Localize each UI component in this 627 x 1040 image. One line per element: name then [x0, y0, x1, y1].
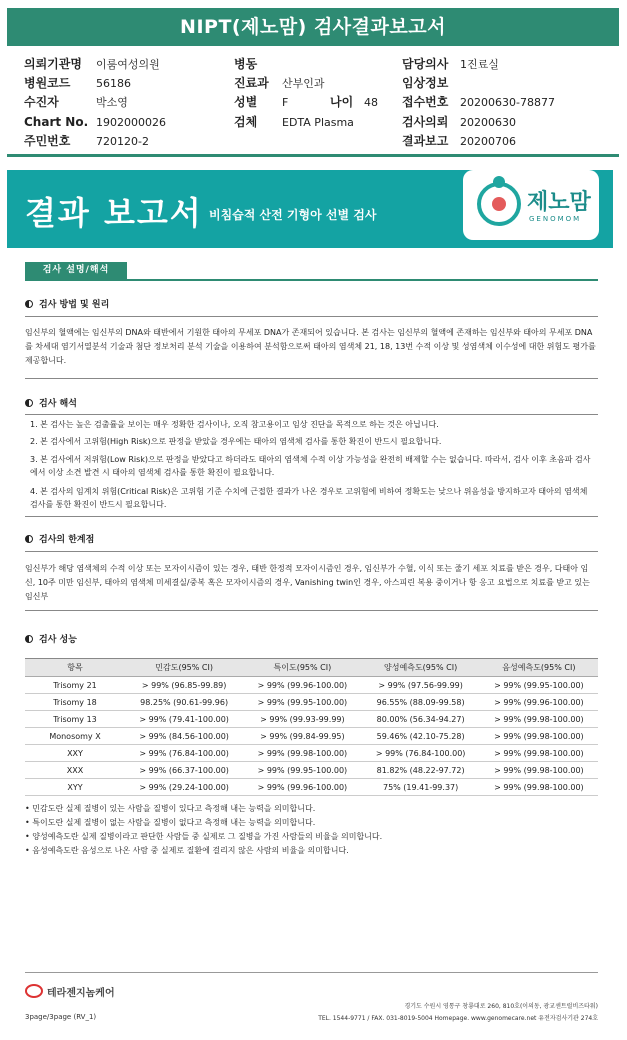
table-row [25, 762, 598, 779]
company-logo [25, 984, 115, 999]
info-row [24, 74, 131, 92]
table-cell: > 99% (99.95-100.00) [480, 677, 598, 694]
genomom-logo [463, 170, 599, 240]
logo-baby-icon [492, 197, 506, 211]
info-value: 박소영 [96, 96, 128, 109]
list-item [30, 435, 595, 448]
table-cell: > 99% (79.41-100.00) [125, 711, 243, 728]
banner-subtitle: 비침습적 산전 기형아 선별 검사 [209, 208, 377, 222]
method-text: 임신부의 혈액에는 임신부의 DNA와 태반에서 기원한 태아의 무세포 DNA가 존재되어 있습니다. 본 검사는 임신부의 혈액에 존재하는 임신부와 태아의 무세포 DNA를 차세대 염기서열분석 기술과 첨단 정보처리 분석 기술을 이용하여 분석함으로써 태아의 염색체 21, 18, 13번 수적 이상 및 성염색체 이수성에 대한 위험도 평가를 제공합니다. [25, 328, 596, 365]
interpret-header [25, 396, 77, 409]
info-value: 720120-2 [96, 135, 149, 148]
column-header: 민감도(95% CI) [125, 659, 243, 677]
half-circle-icon [25, 399, 33, 407]
table-cell: > 99% (99.96-100.00) [243, 677, 361, 694]
table-cell: Trisomy 21 [25, 677, 125, 694]
table-cell: > 99% (99.95-100.00) [243, 762, 361, 779]
table-row [25, 711, 598, 728]
info-label: 검사의뢰 [402, 115, 449, 129]
list-item [30, 418, 595, 431]
note-item: • 특이도란 실제 질병이 없는 사람을 질병이 없다고 측정해 내는 능력을 의미합니다. [25, 818, 316, 827]
method-header [25, 297, 109, 310]
divider [25, 551, 598, 552]
info-value: 20200630 [460, 116, 516, 129]
info-label: 병동 [234, 57, 258, 71]
table-cell: Trisomy 13 [25, 711, 125, 728]
info-label: 수진자 [24, 95, 59, 109]
item-text: 본 검사는 높은 검출률을 보이는 매우 정확한 검사이나, 오직 참고용이고 임상 진단을 목적으로 하는 것은 아닙니다. [40, 420, 439, 429]
column-header: 음성예측도(95% CI) [480, 659, 598, 677]
divider [25, 610, 598, 611]
item-number: 1. [30, 420, 38, 429]
column-header: 양성예측도(95% CI) [362, 659, 480, 677]
info-value: 56186 [96, 77, 131, 90]
table-cell: 96.55% (88.09-99.58) [362, 694, 480, 711]
table-row [25, 694, 598, 711]
company-name: 테라젠지놈케어 [47, 988, 115, 999]
info-label: 담당의사 [402, 57, 449, 71]
notes [25, 802, 598, 858]
info-row [402, 55, 499, 73]
method-header-text: 검사 방법 및 원리 [39, 300, 110, 310]
info-row [234, 93, 378, 111]
table-cell: XXX [25, 762, 125, 779]
logo-head-icon [493, 176, 505, 188]
patient-info [7, 50, 619, 158]
item-number: 4. [30, 487, 38, 496]
item-text: 본 검사에서 저위험(Low Risk)으로 판정을 받았다고 하더라도 태아의 염색체 수적 이상 가능성을 완전히 배제할 수는 없습니다. 따라서, 검사 이후 초음파 검사에서 이상 소견 발견 시 태아의 염색체 검사를 통한 확진이 필요합니다. [30, 455, 591, 477]
performance-header-text: 검사 성능 [39, 635, 77, 645]
table-cell: Trisomy 18 [25, 694, 125, 711]
page-number: 3page/3page (RV_1) [25, 1013, 97, 1021]
item-number: 3. [30, 455, 38, 464]
info-label: 병원코드 [24, 76, 71, 90]
info-label: 검체 [234, 115, 258, 129]
divider [25, 414, 598, 415]
footer-address [300, 1001, 598, 1025]
column-header: 항목 [25, 659, 125, 677]
table-cell: XYY [25, 779, 125, 796]
info-value: 1902000026 [96, 116, 166, 129]
info-label: 성별 [234, 95, 258, 109]
column-header: 특이도(95% CI) [243, 659, 361, 677]
table-cell: > 99% (99.93-99.99) [243, 711, 361, 728]
divider [7, 154, 619, 157]
info-row [402, 132, 516, 150]
performance-header [25, 632, 77, 645]
table-cell: > 99% (99.98-100.00) [480, 728, 598, 745]
info-value: 20200706 [460, 135, 516, 148]
table-cell: > 99% (99.98-100.00) [480, 779, 598, 796]
limits-header [25, 532, 94, 545]
info-row [402, 93, 555, 111]
table-cell: 80.00% (56.34-94.27) [362, 711, 480, 728]
table-cell: XXY [25, 745, 125, 762]
info-label: 접수번호 [402, 95, 449, 109]
table-row [25, 745, 598, 762]
info-value: 이룸여성의원 [96, 58, 160, 71]
info-label: 의뢰기관명 [24, 57, 82, 71]
info-row [24, 93, 128, 111]
limits-header-text: 검사의 한계점 [39, 535, 95, 545]
info-value: 산부인과 [282, 77, 325, 90]
half-circle-icon [25, 635, 33, 643]
half-circle-icon [25, 300, 33, 308]
banner-title: 결과 보고서 [25, 194, 203, 232]
table-cell: 75% (19.41-99.37) [362, 779, 480, 796]
table-cell: > 99% (99.98-100.00) [480, 711, 598, 728]
info-row [24, 55, 160, 73]
table-cell: 81.82% (48.22-97.72) [362, 762, 480, 779]
table-cell: > 99% (99.98-100.00) [480, 762, 598, 779]
info-value: F [282, 96, 289, 109]
table-cell: 98.25% (90.61-99.96) [125, 694, 243, 711]
note-item: • 민감도란 실제 질병이 있는 사람을 질병이 있다고 측정해 내는 능력을 의미합니다. [25, 804, 316, 813]
list-item [30, 485, 595, 511]
logo-subtext: GENOMOM [529, 215, 582, 223]
age-label: 나이 [330, 95, 354, 109]
table-cell: > 99% (99.98-100.00) [243, 745, 361, 762]
item-text: 본 검사의 임계치 위험(Critical Risk)은 고위험 기준 수치에 근접한 결과가 나온 경우로 고위험에 비하여 정확도는 낮으나 위음성을 방지하고자 태아의 염색체 검사를 통한 확진이 반드시 필요합니다. [30, 487, 588, 509]
info-row [402, 74, 460, 92]
info-row [24, 132, 149, 150]
item-number: 2. [30, 437, 38, 446]
table-cell: > 99% (99.98-100.00) [480, 745, 598, 762]
divider [25, 378, 598, 379]
info-label: 결과보고 [402, 134, 449, 148]
divider [25, 516, 598, 517]
divider [25, 972, 598, 973]
info-value: 1진료실 [460, 58, 499, 71]
info-label: 주민번호 [24, 134, 71, 148]
table-cell: > 99% (84.56-100.00) [125, 728, 243, 745]
limits-text: 임신부가 해당 염색체의 수적 이상 또는 모자이시즘이 있는 경우, 태반 한정적 모자이시즘인 경우, 임신부가 수혈, 이식 또는 줄기 세포 치료를 받은 경우, 다태아 임신, 10주 미만 임신부, 태아의 염색체 미세결실/중복 혹은 모자이시즘의 경우, Vanishing twin인 경우, 아스피린 복용 중이거나 항 응고 요법으로 치료를 받고 있는 임신부 [25, 564, 590, 601]
note-item: • 음성예측도란 음성으로 나온 사람 중 실제로 질환에 걸리지 않은 사람의 비율을 의미합니다. [25, 846, 349, 855]
divider [25, 279, 598, 281]
info-label: Chart No. [24, 115, 89, 129]
table-cell: > 99% (99.95-100.00) [243, 694, 361, 711]
info-value: EDTA Plasma [282, 116, 354, 129]
item-text: 본 검사에서 고위험(High Risk)으로 판정을 받았을 경우에는 태아의 염색체 검사를 통한 확진이 반드시 필요합니다. [40, 437, 442, 446]
performance-table [25, 658, 598, 796]
table-row [25, 677, 598, 694]
info-row [234, 113, 354, 131]
table-row [25, 728, 598, 745]
info-label: 진료과 [234, 76, 269, 90]
logo-text: 제노맘 [527, 190, 591, 215]
info-value: 20200630-78877 [460, 96, 555, 109]
table-cell: 59.46% (42.10-75.28) [362, 728, 480, 745]
note-item: • 양성예측도란 실제 질병이라고 판단한 사람들 중 실제로 그 질병을 가진 사람들의 비율을 의미합니다. [25, 832, 383, 841]
table-cell: > 99% (99.96-100.00) [480, 694, 598, 711]
table-cell: > 99% (76.84-100.00) [362, 745, 480, 762]
table-cell: > 99% (99.84-99.95) [243, 728, 361, 745]
interpret-header-text: 검사 해석 [39, 399, 77, 409]
address-line: 경기도 수원시 영통구 창룡대로 260, 810호(이의동, 광교센트럴비즈타워) [404, 1003, 598, 1010]
table-row [25, 779, 598, 796]
table-header-row [25, 659, 598, 677]
table-cell: > 99% (99.96-100.00) [243, 779, 361, 796]
table-cell: > 99% (96.85-99.89) [125, 677, 243, 694]
age-value: 48 [364, 96, 378, 109]
info-row [234, 74, 325, 92]
company-logo-icon [25, 984, 43, 998]
info-row [24, 113, 166, 131]
divider [25, 316, 598, 317]
info-label: 임상정보 [402, 76, 449, 90]
report-title: NIPT(제노맘) 검사결과보고서 [7, 8, 619, 46]
info-row [402, 113, 516, 131]
table-cell: Monosomy X [25, 728, 125, 745]
table-cell: > 99% (29.24-100.00) [125, 779, 243, 796]
info-row [234, 55, 282, 73]
table-cell: > 99% (97.56-99.99) [362, 677, 480, 694]
table-cell: > 99% (66.37-100.00) [125, 762, 243, 779]
table-cell: > 99% (76.84-100.00) [125, 745, 243, 762]
section-tab: 검사 설명/해석 [25, 262, 127, 279]
half-circle-icon [25, 535, 33, 543]
contact-line: TEL. 1544-9771 / FAX. 031-8019-5004 Homepage. www.genomecare.net 유전자검사기관 274호 [318, 1015, 598, 1022]
list-item [30, 453, 595, 479]
